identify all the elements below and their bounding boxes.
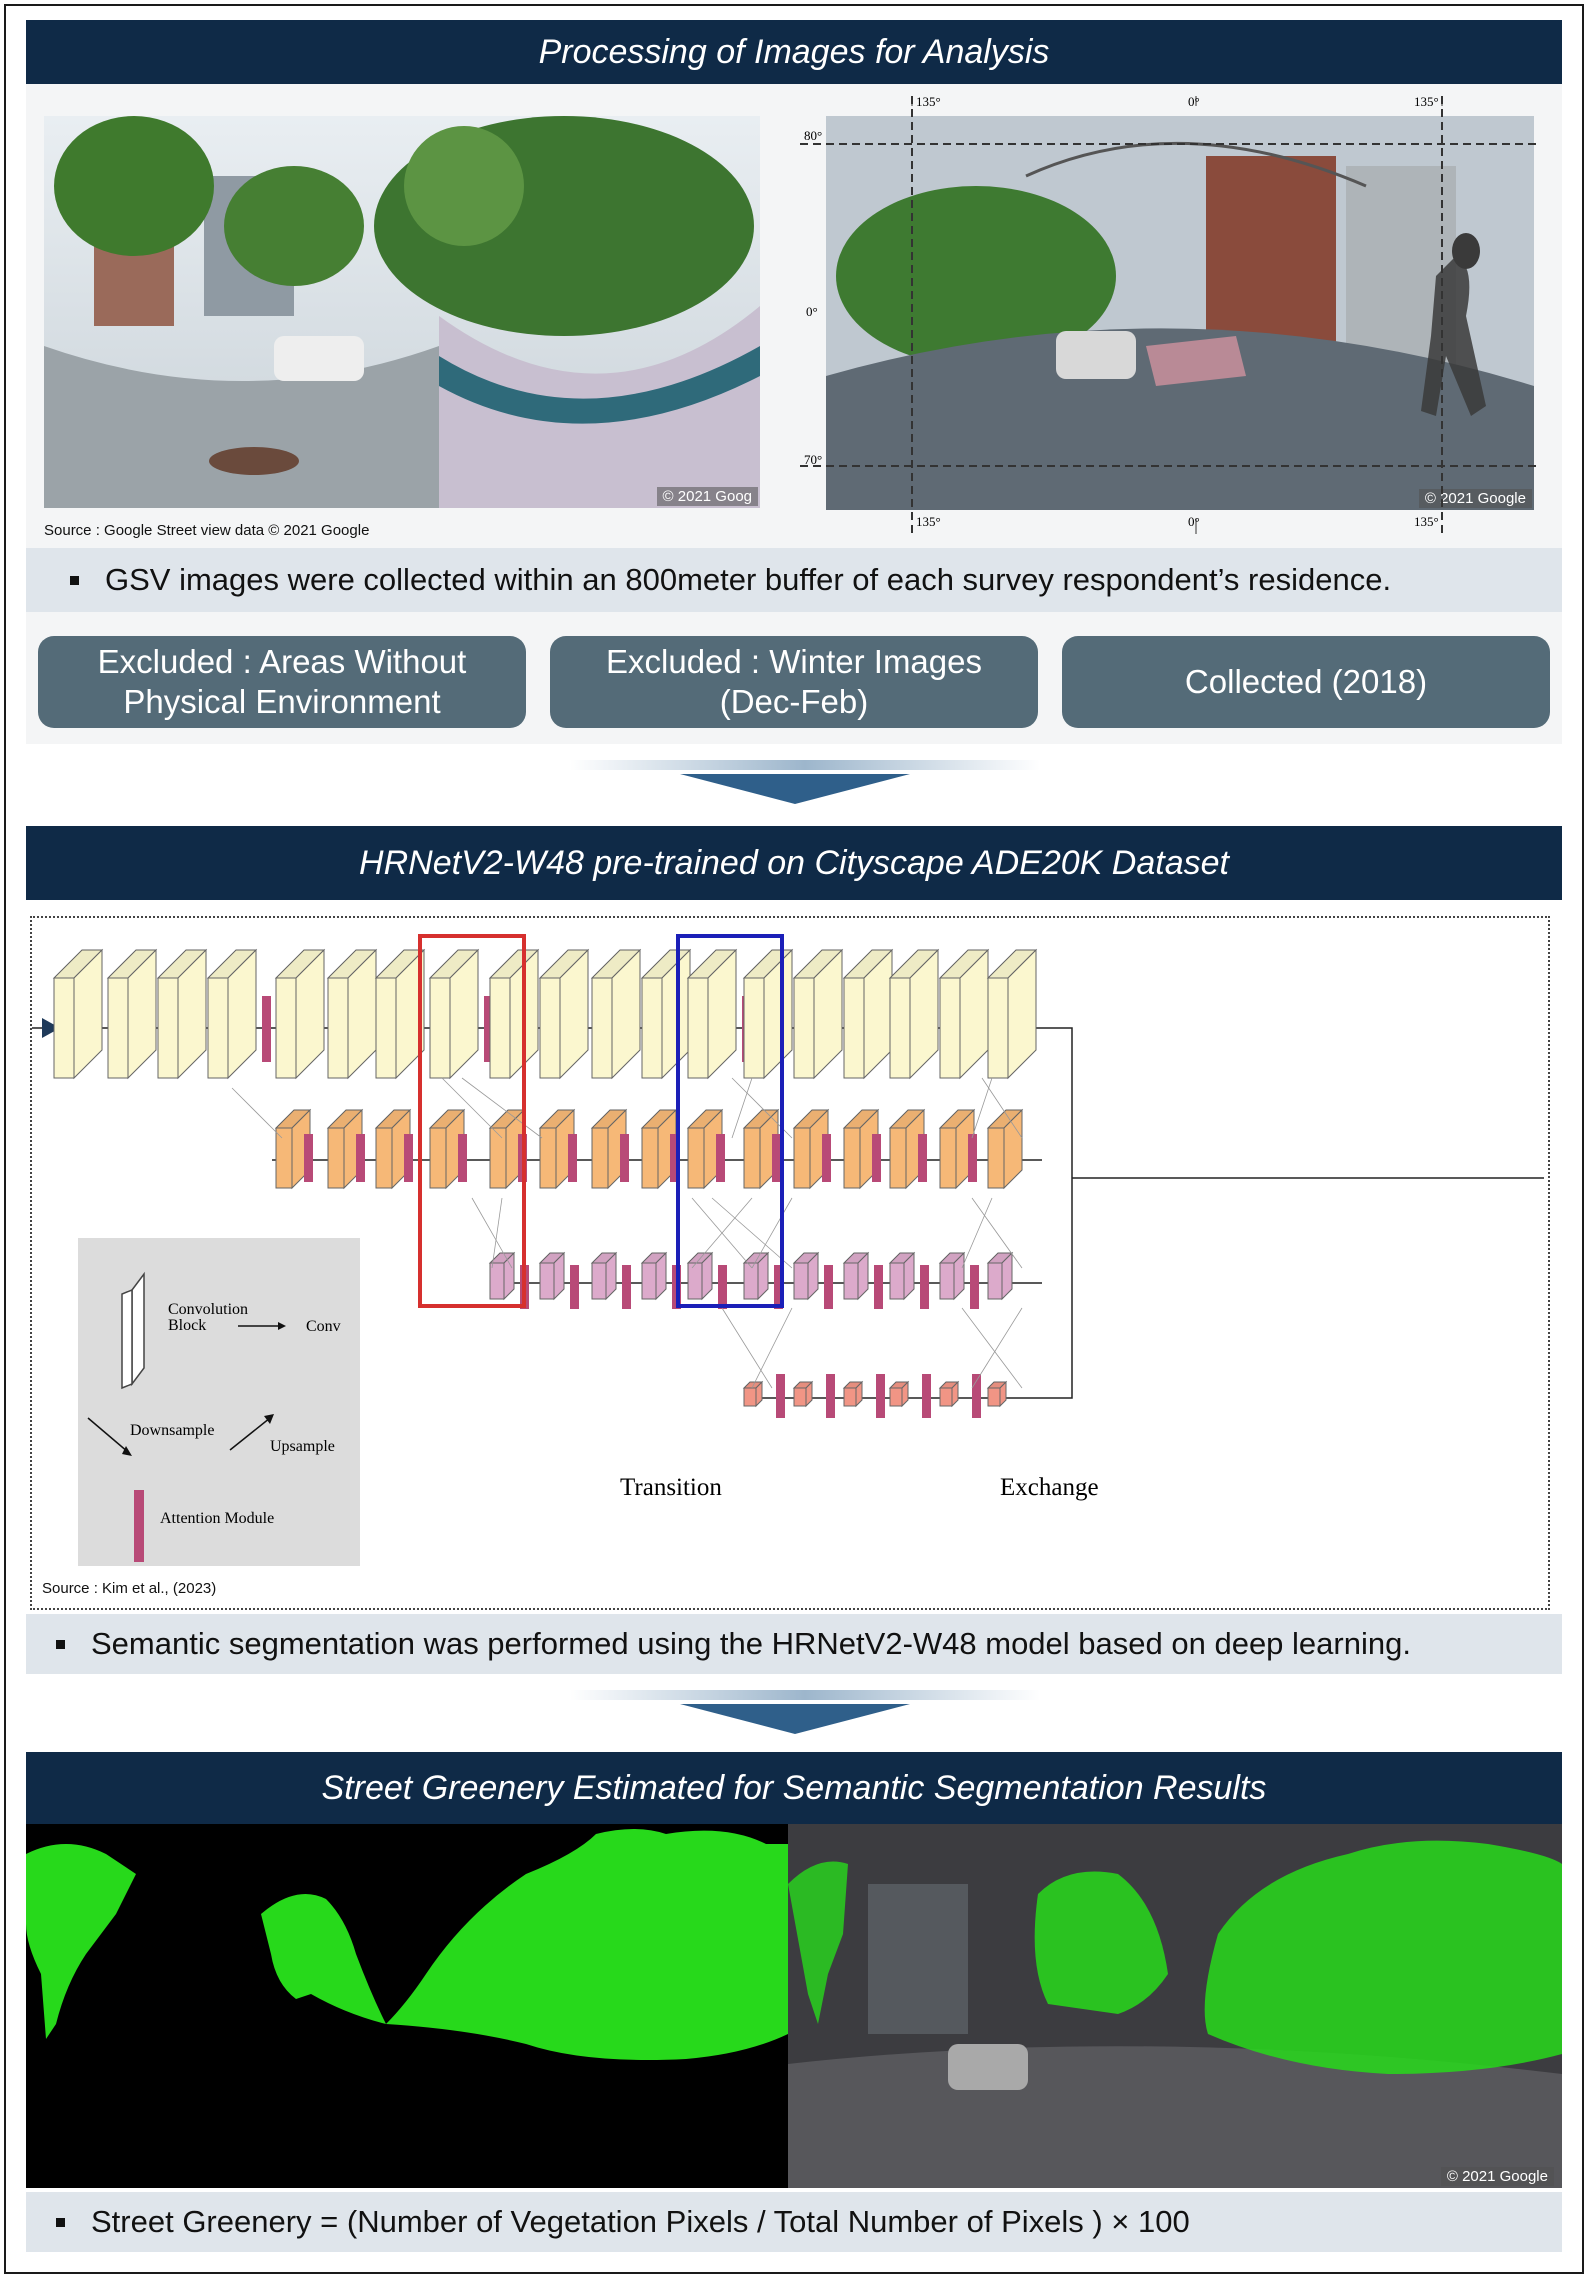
legend-downsample-label: Downsample (130, 1422, 215, 1439)
pill-excluded-areas-line1: Excluded : Areas Without (97, 643, 467, 680)
stage2-block (940, 1128, 956, 1188)
stage1-block (158, 978, 178, 1078)
attention-module (824, 1265, 833, 1309)
processing-title: Processing of Images for Analysis (538, 32, 1050, 71)
processing-bullet-bar (26, 548, 1562, 612)
stage1-block (890, 978, 910, 1078)
axis-bottom-right: 135° (1414, 514, 1439, 529)
stage3-block (592, 1263, 606, 1299)
model-source: Source : Kim et al., (2023) (42, 1580, 217, 1597)
stage1-block (592, 978, 612, 1078)
legend-conv-block-label: Convolution Block (168, 1301, 249, 1334)
stage2-block (592, 1128, 608, 1188)
attention-module (718, 1265, 727, 1309)
flow-arrow-2 (0, 1684, 1590, 1746)
attention-module (874, 1265, 883, 1309)
stage3-block (540, 1263, 554, 1299)
attention-module (826, 1374, 835, 1418)
pill-collected-label: Collected (2018) (1184, 663, 1428, 700)
stage1-block (328, 978, 348, 1078)
greenery-title-banner (26, 1752, 1562, 1824)
transition-label: Transition (620, 1474, 722, 1501)
stage1-block (108, 978, 128, 1078)
attention-module (262, 996, 271, 1062)
exchange-connection-line (752, 1308, 792, 1388)
attention-module (876, 1374, 885, 1418)
axis-top-left: 135° (916, 94, 941, 109)
stage3-block (988, 1263, 1002, 1299)
attention-module (922, 1374, 931, 1418)
legend-conv-label: Conv (306, 1318, 341, 1335)
axis-left-bottom: 70° (804, 452, 823, 467)
segmentation-mask (26, 1824, 788, 2188)
attention-module (776, 1374, 785, 1418)
processing-bullet-text: GSV images were collected within an 800meter buffer of each survey respondent’s residence. (105, 562, 1392, 597)
pill-excluded-areas (38, 636, 526, 728)
greenery-bullet-text: Street Greenery = (Number of Vegetation Pixels / Total Number of Pixels ) × 100 (91, 2204, 1190, 2239)
stage3-block (890, 1263, 904, 1299)
stage1-block (794, 978, 814, 1078)
stage1-block (208, 978, 228, 1078)
stage1-block (744, 978, 764, 1078)
exchange-connection-line (962, 1308, 1022, 1388)
pill-excluded-winter (550, 636, 1038, 728)
stage2-block (540, 1128, 556, 1188)
exchange-label: Exchange (1000, 1474, 1099, 1501)
attention-module (404, 1134, 413, 1182)
attention-module (716, 1134, 725, 1182)
pill-excluded-winter-line2: (Dec-Feb) (719, 683, 869, 720)
stage4-block (794, 1388, 806, 1406)
stage1-block (844, 978, 864, 1078)
output-connector (1042, 1028, 1072, 1398)
stage2-block (794, 1128, 810, 1188)
stage3-block (490, 1263, 504, 1299)
copyright-left: © 2021 Goog (657, 487, 758, 506)
exchange-connection-line (962, 1198, 992, 1268)
flow-arrow-1 (0, 752, 1590, 814)
attention-module (458, 1134, 467, 1182)
attention-module (918, 1134, 927, 1182)
stage2-block (844, 1128, 860, 1188)
attention-module (620, 1134, 629, 1182)
attention-module (622, 1265, 631, 1309)
axis-bottom-left: 135° (916, 514, 941, 529)
copyright-greenery: © 2021 Google (1441, 2167, 1554, 2186)
attention-module (970, 1265, 979, 1309)
stage3-block (744, 1263, 758, 1299)
exchange-connection-line (972, 1308, 1022, 1388)
attention-module (968, 1134, 977, 1182)
attention-module (772, 1134, 781, 1182)
stage3-block (642, 1263, 656, 1299)
gsv-panorama-left (44, 116, 760, 508)
stage2-block (490, 1128, 506, 1188)
axis-left-top: 80° (804, 128, 823, 143)
stage2-block (642, 1128, 658, 1188)
stage1-block (642, 978, 662, 1078)
stage2-block (890, 1128, 906, 1188)
segmentation-overlay (788, 1824, 1562, 2188)
axis-top-center: 0° (1188, 94, 1200, 109)
processing-title-banner (26, 20, 1562, 84)
stage2-block (744, 1128, 760, 1188)
exchange-connection-line (752, 1198, 792, 1268)
axis-top-right: 135° (1414, 94, 1439, 109)
bullet-marker (56, 2218, 65, 2227)
legend-upsample-label: Upsample (270, 1438, 335, 1455)
stage2-block (430, 1128, 446, 1188)
stage2-block (988, 1128, 1004, 1188)
greenery-bullet-bar (26, 2192, 1562, 2252)
exchange-connection-line (722, 1308, 772, 1388)
stage4-block (844, 1388, 856, 1406)
pill-excluded-winter-line1: Excluded : Winter Images (606, 643, 982, 680)
pill-excluded-areas-line2: Physical Environment (123, 683, 441, 720)
stage4-block (940, 1388, 952, 1406)
stage1-block (490, 978, 510, 1078)
model-bullet-bar (26, 1614, 1562, 1674)
stage3-block (844, 1263, 858, 1299)
stage2-block (376, 1128, 392, 1188)
stage4-block (890, 1388, 902, 1406)
exchange-connection-line (472, 1198, 512, 1268)
stage1-block (688, 978, 708, 1078)
stage1-block (376, 978, 396, 1078)
processing-source: Source : Google Street view data © 2021 Google (44, 522, 370, 539)
bullet-marker (56, 1640, 65, 1649)
attention-module (304, 1134, 313, 1182)
axis-bottom-center: 0° (1188, 514, 1200, 529)
stage1-block (276, 978, 296, 1078)
model-title: HRNetV2-W48 pre-trained on Cityscape ADE20K Dataset (359, 843, 1229, 882)
model-title-banner (26, 826, 1562, 900)
copyright-right: © 2021 Google (1419, 489, 1532, 508)
stage1-block (430, 978, 450, 1078)
stage2-block (276, 1128, 292, 1188)
model-bullet-text: Semantic segmentation was performed using the HRNetV2-W48 model based on deep learning. (91, 1626, 1411, 1661)
stage3-block (794, 1263, 808, 1299)
legend-attention-label: Attention Module (160, 1510, 275, 1527)
stage2-block (328, 1128, 344, 1188)
attention-module (570, 1265, 579, 1309)
downsample-line (232, 1088, 282, 1138)
attention-module (822, 1134, 831, 1182)
attention-module (568, 1134, 577, 1182)
stage1-block (54, 978, 74, 1078)
attention-module (872, 1134, 881, 1182)
bullet-marker (70, 576, 79, 585)
stage1-block (940, 978, 960, 1078)
stage3-block (688, 1263, 702, 1299)
stage4-block (744, 1388, 756, 1406)
greenery-title: Street Greenery Estimated for Semantic Segmentation Results (321, 1768, 1267, 1807)
legend-box (78, 1238, 360, 1566)
panorama-grid-overlay (790, 84, 1550, 544)
stage3-block (940, 1263, 954, 1299)
pill-collected (1062, 636, 1550, 728)
attention-module (920, 1265, 929, 1309)
axis-left-middle: 0° (806, 304, 818, 319)
stage4-block (988, 1388, 1000, 1406)
stage1-block (988, 978, 1008, 1078)
attention-module (356, 1134, 365, 1182)
stage1-block (540, 978, 560, 1078)
stage2-block (688, 1128, 704, 1188)
